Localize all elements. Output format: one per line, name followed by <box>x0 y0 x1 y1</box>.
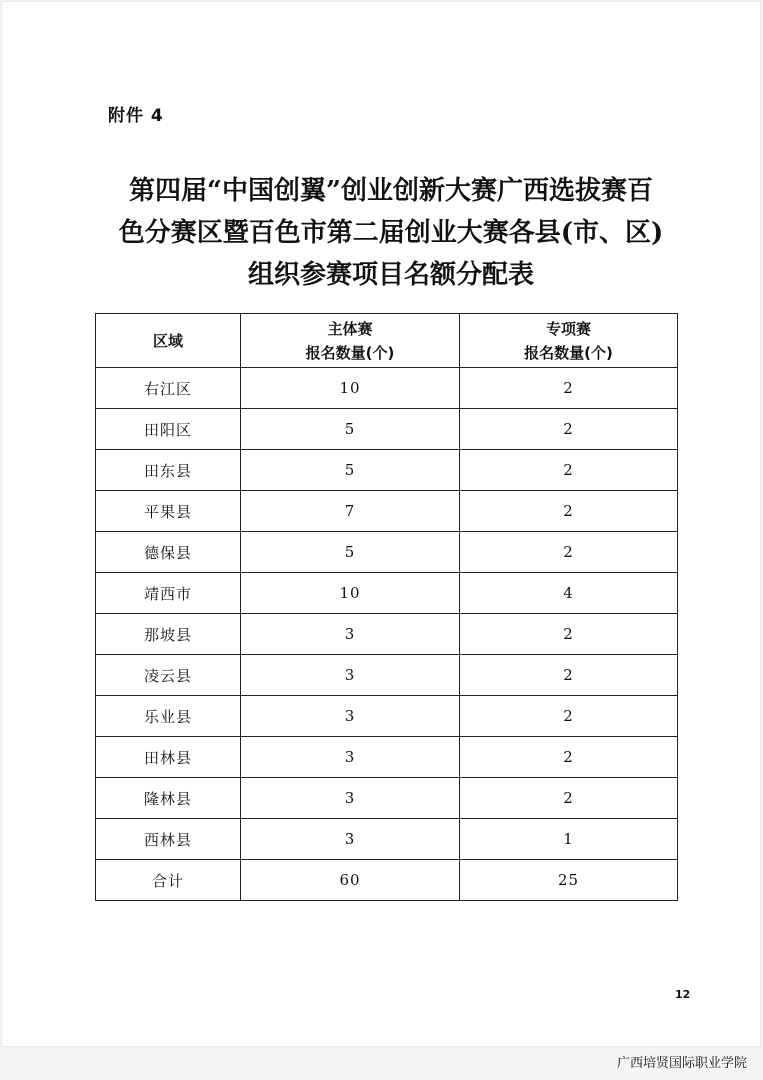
table-row <box>96 737 678 778</box>
table-total-row <box>96 860 678 901</box>
title-line-3: 组织参赛项目名额分配表 <box>247 260 534 290</box>
page-number: 12 <box>675 988 691 1001</box>
quota-table <box>95 313 678 901</box>
cell-region: 隆林县 <box>96 778 241 819</box>
cell-main-count: 5 <box>241 450 460 491</box>
header-main-line-2: 报名数量(个) <box>305 343 395 362</box>
table-row <box>96 819 678 860</box>
cell-main-count: 3 <box>241 819 460 860</box>
table-header-row <box>96 314 678 368</box>
cell-region: 平果县 <box>96 491 241 532</box>
cell-main-count: 3 <box>241 655 460 696</box>
table-row <box>96 450 678 491</box>
cell-main-count: 10 <box>241 368 460 409</box>
cell-special-count: 2 <box>460 737 678 778</box>
cell-region: 田林县 <box>96 737 241 778</box>
cell-region: 乐业县 <box>96 696 241 737</box>
title-line-1: 第四届“中国创翼”创业创新大赛广西选拔赛百 <box>129 176 653 206</box>
cell-main-count: 5 <box>241 409 460 450</box>
cell-region: 那坡县 <box>96 614 241 655</box>
header-special-line-2: 报名数量(个) <box>524 343 613 362</box>
cell-special-count: 4 <box>460 573 678 614</box>
table-row <box>96 614 678 655</box>
document-title <box>82 170 700 296</box>
cell-main-count: 3 <box>241 696 460 737</box>
cell-region: 凌云县 <box>96 655 241 696</box>
cell-main-count: 10 <box>241 573 460 614</box>
cell-region: 德保县 <box>96 532 241 573</box>
table-row <box>96 655 678 696</box>
cell-main-count: 3 <box>241 614 460 655</box>
cell-special-count: 2 <box>460 532 678 573</box>
cell-special-count: 2 <box>460 778 678 819</box>
table-row <box>96 409 678 450</box>
cell-region: 田阳区 <box>96 409 241 450</box>
cell-region: 靖西市 <box>96 573 241 614</box>
cell-special-count: 2 <box>460 696 678 737</box>
table-row <box>96 368 678 409</box>
cell-special-count: 2 <box>460 368 678 409</box>
title-line-2: 色分赛区暨百色市第二届创业大赛各县(市、区) <box>118 218 664 248</box>
header-main-line-1: 主体赛 <box>327 319 373 338</box>
cell-region: 田东县 <box>96 450 241 491</box>
cell-main-count: 3 <box>241 778 460 819</box>
table-row <box>96 491 678 532</box>
cell-special-count: 2 <box>460 450 678 491</box>
cell-total-main: 60 <box>241 860 460 901</box>
cell-main-count: 5 <box>241 532 460 573</box>
table-row <box>96 778 678 819</box>
attachment-label: 附件 4 <box>108 106 164 126</box>
header-special-line-1: 专项赛 <box>545 319 591 338</box>
cell-region: 右江区 <box>96 368 241 409</box>
cell-main-count: 3 <box>241 737 460 778</box>
header-main-competition <box>241 314 460 368</box>
cell-special-count: 2 <box>460 409 678 450</box>
cell-main-count: 7 <box>241 491 460 532</box>
cell-region: 西林县 <box>96 819 241 860</box>
watermark-text: 广西培贤国际职业学院 <box>616 1056 747 1071</box>
table-row <box>96 532 678 573</box>
table-row <box>96 696 678 737</box>
cell-total-special: 25 <box>460 860 678 901</box>
cell-special-count: 2 <box>460 614 678 655</box>
table-row <box>96 573 678 614</box>
document-page <box>2 2 760 1046</box>
header-region: 区域 <box>96 314 241 368</box>
cell-special-count: 2 <box>460 491 678 532</box>
cell-special-count: 1 <box>460 819 678 860</box>
cell-special-count: 2 <box>460 655 678 696</box>
cell-total-label: 合计 <box>96 860 241 901</box>
header-special-competition <box>460 314 678 368</box>
